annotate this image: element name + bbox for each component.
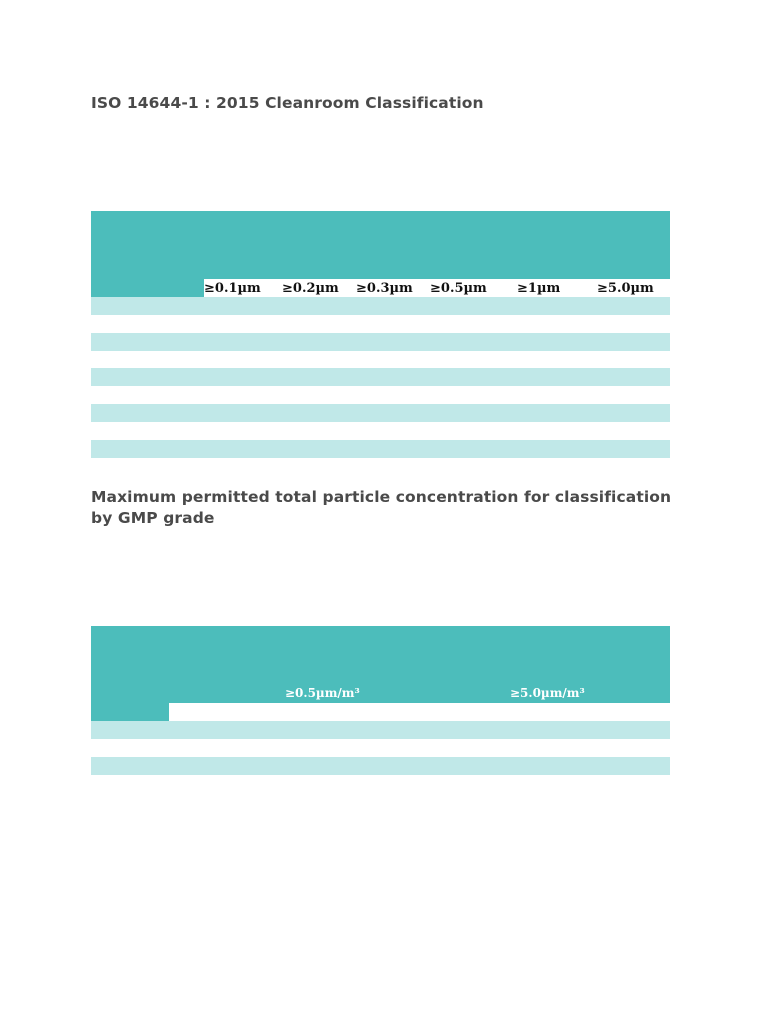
- table1-header-band: [91, 211, 670, 279]
- table1-col-5.0um: ≥5.0µm: [597, 281, 654, 296]
- table-row: [91, 333, 670, 351]
- table1-col-0.5um: ≥0.5µm: [430, 281, 487, 296]
- table-row: [91, 297, 670, 315]
- table-row: [91, 440, 670, 458]
- table1-col-1um: ≥1µm: [517, 281, 561, 296]
- table1-col-0.1um: ≥0.1µm: [204, 281, 261, 296]
- table2-col-0.5um: ≥0.5µm/m³: [285, 686, 360, 700]
- table-row: [91, 757, 670, 775]
- table2-title: Maximum permitted total particle concentration for classification by GMP grade: [91, 488, 672, 527]
- table2-col-5.0um: ≥5.0µm/m³: [510, 686, 585, 700]
- table1-col-0.3um: ≥0.3µm: [356, 281, 413, 296]
- table-row: [91, 368, 670, 386]
- table2-first-column-header: [91, 703, 169, 721]
- table1-first-column-header: [91, 279, 204, 297]
- table1-col-0.2um: ≥0.2µm: [282, 281, 339, 296]
- table-row: [91, 404, 670, 422]
- table-row: [91, 721, 670, 739]
- table1-title: ISO 14644-1 : 2015 Cleanroom Classification: [91, 94, 484, 112]
